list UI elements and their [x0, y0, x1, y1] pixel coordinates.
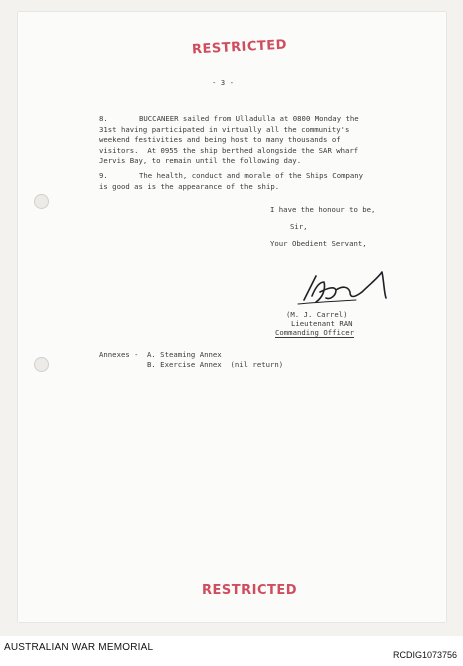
para9-line: is good as is the appearance of the ship.: [99, 181, 280, 191]
para8-line: weekend festivities and being host to many thousands of: [99, 135, 341, 145]
para8-line: BUCCANEER sailed from Ulladulla at 0800 Monday the: [139, 114, 359, 123]
page-number: - 3 -: [212, 78, 234, 87]
closing-line-2: Sir,: [290, 222, 308, 231]
annex-a: A. Steaming Annex: [147, 350, 222, 359]
annex-b: B. Exercise Annex (nil return): [147, 360, 284, 369]
handwritten-signature: [290, 268, 400, 312]
restricted-stamp-bottom: RESTRICTED: [202, 583, 298, 598]
para9-line: The health, conduct and morale of the Ships Company: [139, 171, 364, 180]
closing-line-1: I have the honour to be,: [270, 205, 376, 214]
annexes-label: Annexes -: [99, 350, 139, 359]
para8-line: 31st having participated in virtually all the community's: [99, 124, 350, 134]
signatory-title: Commanding Officer: [275, 328, 355, 337]
closing-line-3: Your Obedient Servant,: [270, 239, 367, 248]
punch-hole-top: [34, 194, 49, 209]
para9-number: 9.: [99, 171, 108, 180]
para8-number: 8.: [99, 114, 108, 123]
para8-line: visitors. At 0955 the ship berthed alongside the SAR wharf: [99, 145, 359, 155]
institution-label: AUSTRALIAN WAR MEMORIAL: [4, 642, 154, 653]
para8-line: Jervis Bay, to remain until the following day.: [99, 156, 302, 166]
signatory-rank: Lieutenant RAN: [291, 319, 353, 328]
punch-hole-bottom: [34, 357, 49, 372]
restricted-stamp-top: RESTRICTED: [191, 37, 288, 58]
record-id: RCDIG1073756: [392, 650, 457, 660]
signatory-name: (M. J. Carrel): [286, 310, 348, 319]
document-page: [18, 12, 446, 622]
